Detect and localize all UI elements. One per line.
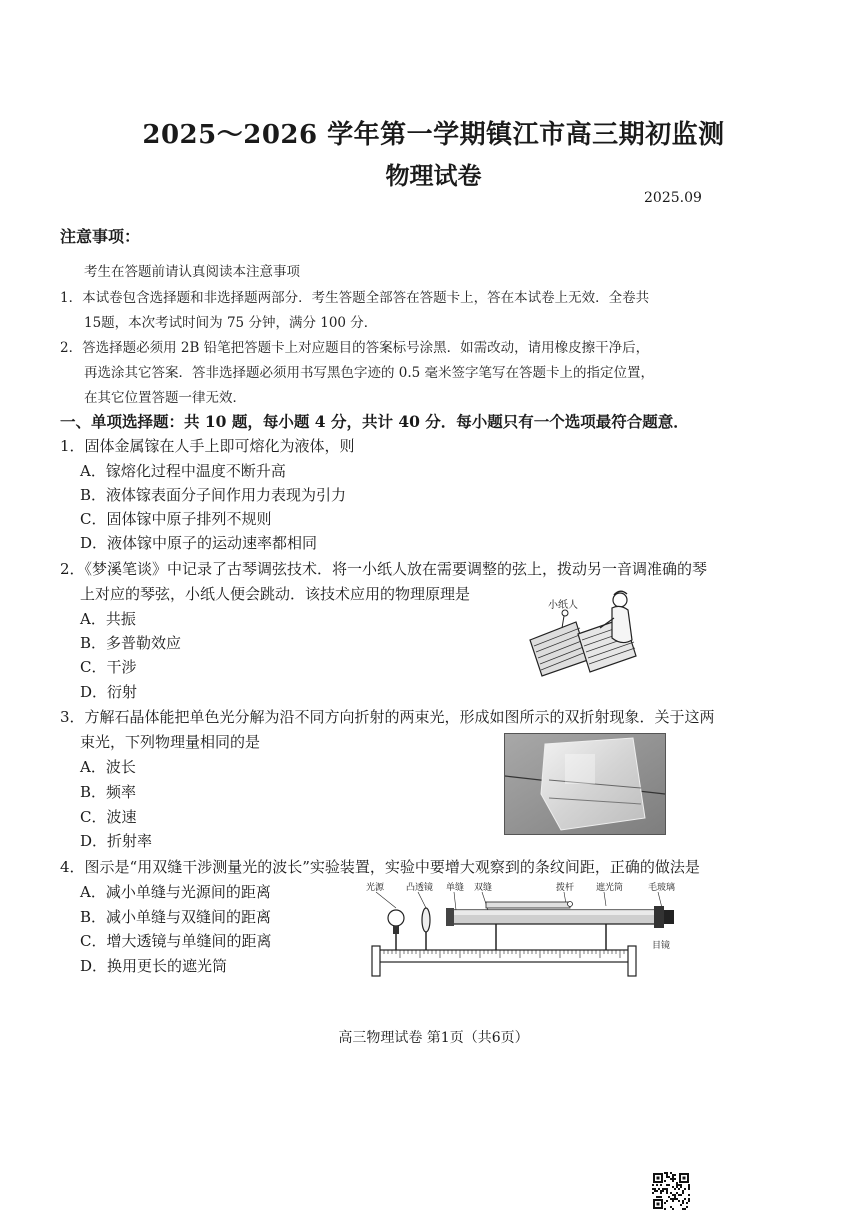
label-tube: 遮光筒: [596, 883, 624, 893]
notice-heading: 注意事项：: [60, 227, 141, 246]
q4-stem: 4．图示是“用双缝干涉测量光的波长”实验装置，实验中要增大观察到的条纹间距，正确的做法是: [60, 858, 700, 876]
q2-option-a: A．共振: [80, 610, 136, 628]
q2-option-c: C．干涉: [80, 658, 137, 676]
notice-item-2-line-1: 2．答选择题必须用 2B 铅笔把答题卡上对应题目的答案标号涂黑．如需改动，请用橡皮擦干净后，: [60, 340, 650, 356]
q1-option-b: B．液体镓表面分子间作用力表现为引力: [80, 486, 347, 504]
q4-option-b: B．减小单缝与双缝间的距离: [80, 908, 272, 926]
q3-stem-line-1: 3．方解石晶体能把单色光分解为沿不同方向折射的两束光，形成如图所示的双折射现象．关于这两: [60, 708, 715, 726]
q3-option-c: C．波速: [80, 808, 137, 826]
q1-stem: 1．固体金属镓在人手上即可熔化为液体，则: [60, 437, 355, 455]
label-eyepiece: 目镜: [652, 941, 671, 951]
page-footer: 高三物理试卷 第1页（共6页）: [338, 1030, 529, 1046]
label-double-slit: 双缝: [474, 883, 493, 893]
q3-stem-line-2: 束光，下列物理量相同的是: [80, 733, 261, 751]
label-rod: 拨杆: [556, 883, 575, 893]
q2-guqin-figure: [528, 588, 648, 678]
notice-item-2-line-3: 在其它位置答题一律无效．: [84, 390, 246, 406]
q1-option-c: C．固体镓中原子排列不规则: [80, 510, 272, 528]
calcite-crystal-image: [505, 734, 665, 834]
q3-calcite-photo: [504, 733, 666, 835]
q4-double-slit-apparatus: [366, 880, 686, 988]
notice-item-2-line-2: 再选涂其它答案．答非选择题必须用书写黑色字迹的 0.5 毫米签字笔写在答题卡上的指定位置，: [84, 365, 655, 381]
exam-date: 2025.09: [644, 190, 702, 206]
q2-paper-figure-label: 小纸人: [548, 600, 578, 611]
exam-subtitle: 物理试卷: [385, 161, 482, 190]
qr-code-image: [652, 1172, 690, 1210]
q1-option-d: D．液体镓中原子的运动速率都相同: [80, 534, 318, 552]
q2-option-d: D．衍射: [80, 683, 138, 701]
q3-option-d: D．折射率: [80, 832, 153, 850]
section-1-heading: 一、单项选择题：共 10 题，每小题 4 分，共计 40 分．每小题只有一个选项最符合题意．: [60, 412, 689, 431]
guqin-illustration: [528, 588, 648, 678]
notice-item-1-line-1: 1．本试卷包含选择题和非选择题两部分．考生答题全部答在答题卡上，答在本试卷上无效．全卷共: [60, 290, 650, 306]
q3-option-a: A．波长: [80, 758, 136, 776]
q2-stem-line-2: 上对应的琴弦，小纸人便会跳动．该技术应用的物理原理是: [80, 585, 471, 603]
exam-title: 2025～2026 学年第一学期镇江市高三期初监测: [142, 120, 725, 150]
label-light-source: 光源: [366, 883, 385, 893]
label-single-slit: 单缝: [446, 883, 465, 893]
q4-option-a: A．减小单缝与光源间的距离: [80, 883, 271, 901]
notice-intro: 考生在答题前请认真阅读本注意事项: [84, 264, 300, 280]
notice-item-1-line-2: 15题，本次考试时间为 75 分钟，满分 100 分．: [84, 315, 378, 331]
label-lens: 凸透镜: [406, 883, 434, 893]
q4-option-d: D．换用更长的遮光筒: [80, 957, 228, 975]
q2-stem-line-1: 2．《梦溪笔谈》中记录了古琴调弦技术．将一小纸人放在需要调整的弦上，拨动另一音调准确的琴: [60, 560, 708, 578]
q2-option-b: B．多普勒效应: [80, 634, 182, 652]
apparatus-illustration: [366, 880, 686, 988]
qr-code: [652, 1172, 690, 1210]
q4-option-c: C．增大透镜与单缝间的距离: [80, 932, 272, 950]
label-ground-glass: 毛玻璃: [648, 883, 676, 893]
q1-option-a: A．镓熔化过程中温度不断升高: [80, 462, 286, 480]
q3-option-b: B．频率: [80, 783, 137, 801]
